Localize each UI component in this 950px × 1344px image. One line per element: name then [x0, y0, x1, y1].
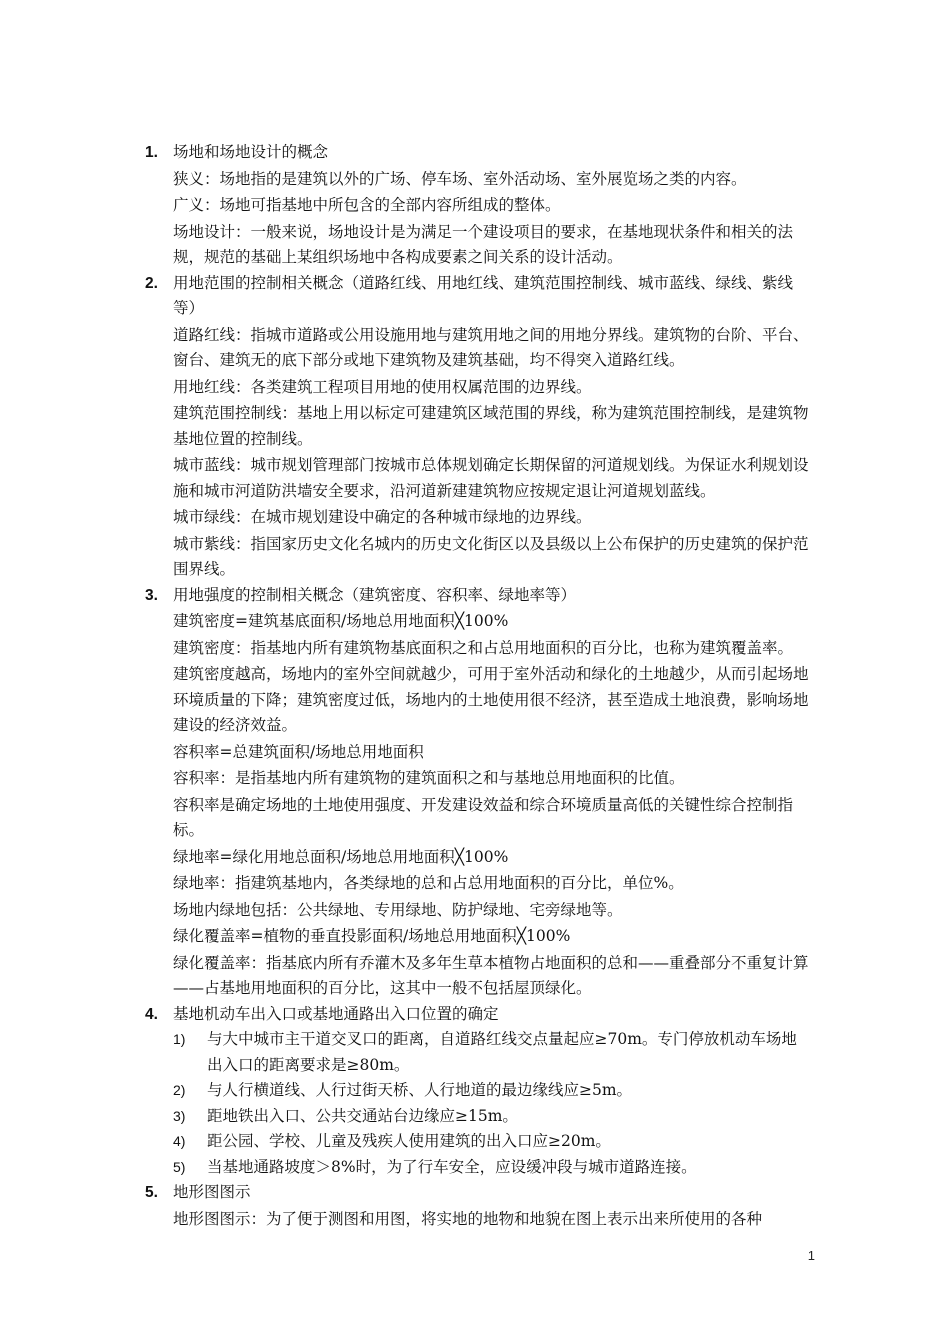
section-number: 1.: [145, 144, 158, 161]
list-item: [173, 1104, 810, 1130]
list-item: [173, 1155, 810, 1181]
paragraph: 狭义：场地指的是建筑以外的广场、停车场、室外活动场、室外展览场之类的内容。: [173, 169, 747, 188]
formula-green-coverage: 绿化覆盖率=植物的垂直投影面积/场地总用地面积╳100%: [173, 927, 571, 945]
paragraph: 场地内绿地包括：公共绿地、专用绿地、防护绿地、宅旁绿地等。: [173, 900, 623, 919]
paragraph: 广义：场地可指基地中所包含的全部内容所组成的整体。: [173, 196, 561, 214]
paragraph: 绿地率：指建筑基地内，各类绿地的总和占总用地面积的百分比，单位%。: [173, 874, 684, 892]
section-title: 基地机动车出入口或基地通路出入口位置的确定: [173, 1004, 499, 1023]
list-item: [173, 1129, 810, 1155]
section-number: 2.: [145, 274, 158, 292]
paragraph: 城市绿线：在城市规划建设中确定的各种城市绿地的边界线。: [173, 508, 592, 526]
list-item: [173, 1027, 810, 1078]
list-item-number: 5): [173, 1158, 186, 1175]
section-5: [145, 1180, 810, 1232]
list-item-number: 3): [173, 1107, 186, 1124]
section-2: [145, 271, 810, 583]
paragraph: 城市紫线：指国家历史文化名城内的历史文化街区以及县级以上公布保护的历史建筑的保护范围界线。: [173, 534, 809, 578]
numbered-list: [173, 1027, 810, 1180]
paragraph: 用地红线：各类建筑工程项目用地的使用权属范围的边界线。: [173, 377, 592, 396]
section-heading: [145, 1180, 810, 1206]
paragraph: 绿化覆盖率：指基底内所有乔灌木及多年生草本植物占地面积的总和——重叠部分不重复计算——占基地用地面积的百分比，这其中一般不包括屋顶绿化。: [173, 953, 809, 997]
section-1: [145, 140, 810, 271]
page-number: 1: [807, 1248, 815, 1263]
list-item-text: 距地铁出入口、公共交通站台边缘应≥15m。: [207, 1106, 518, 1125]
list-item-number: 2): [173, 1082, 186, 1098]
section-number: 5.: [145, 1184, 158, 1201]
section-title: 地形图图示: [173, 1183, 251, 1201]
section-3: [145, 583, 810, 1002]
list-item-number: 4): [173, 1133, 186, 1149]
paragraph: 城市蓝线：城市规划管理部门按城市总体规划确定长期保留的河道规划线。为保证水利规划设施和城市河道防洪墙安全要求，沿河道新建建筑物应按规定退让河道规划蓝线。: [173, 456, 809, 500]
formula-building-density: 建筑密度=建筑基底面积/场地总用地面积╳100%: [173, 612, 509, 630]
list-item-text: 与人行横道线、人行过街天桥、人行地道的最边缘线应≥5m。: [207, 1081, 633, 1099]
list-item-text: 距公园、学校、儿童及残疾人使用建筑的出入口应≥20m。: [207, 1132, 611, 1150]
document-body: [145, 140, 810, 1232]
paragraph: 容积率：是指基地内所有建筑物的建筑面积之和与基地总用地面积的比值。: [173, 769, 685, 787]
section-heading: [145, 583, 810, 609]
list-item-number: 1): [173, 1031, 186, 1047]
section-number: 4.: [145, 1005, 158, 1023]
formula-green-ratio: 绿地率=绿化用地总面积/场地总用地面积╳100%: [173, 847, 509, 866]
section-heading: [145, 1002, 810, 1028]
section-title: 场地和场地设计的概念: [173, 143, 329, 161]
section-4: [145, 1002, 810, 1181]
paragraph: 场地设计：一般来说，场地设计是为满足一个建设项目的要求，在基地现状条件和相关的法规，规范的基础上某组织场地中各构成要素之间关系的设计活动。: [173, 222, 794, 266]
paragraph: 道路红线：指城市道路或公用设施用地与建筑用地之间的用地分界线。建筑物的台阶、平台、窗台、建筑无的底下部分或地下建筑物及建筑基础，均不得突入道路红线。: [173, 325, 809, 369]
list-item-text: 与大中城市主干道交叉口的距离，自道路红线交点量起应≥70m。专门停放机动车场地出入口的距离要求是≥80m。: [207, 1030, 797, 1074]
paragraph: 建筑密度：指基地内所有建筑物基底面积之和占总用地面积的百分比，也称为建筑覆盖率。: [173, 638, 794, 657]
section-title: 用地强度的控制相关概念（建筑密度、容积率、绿地率等）: [173, 585, 577, 604]
section-heading: [145, 140, 810, 166]
section-title: 用地范围的控制相关概念（道路红线、用地红线、建筑范围控制线、城市蓝线、绿线、紫线等）: [173, 273, 794, 317]
paragraph: 容积率是确定场地的土地使用强度、开发建设效益和综合环境质量高低的关键性综合控制指标。: [173, 795, 794, 839]
formula-floor-area-ratio: 容积率=总建筑面积/场地总用地面积: [173, 742, 424, 761]
paragraph: 建筑范围控制线：基地上用以标定可建建筑区域范围的界线，称为建筑范围控制线，是建筑物基地位置的控制线。: [173, 404, 809, 448]
paragraph: 建筑密度越高，场地内的室外空间就越少，可用于室外活动和绿化的土地越少，从而引起场地环境质量的下降；建筑密度过低，场地内的土地使用很不经济，甚至造成土地浪费，影响场地建设的经济效益。: [173, 665, 809, 734]
list-item-text: 当基地通路坡度＞8%时，为了行车安全，应设缓冲段与城市道路连接。: [207, 1157, 697, 1176]
section-heading: [145, 271, 810, 322]
paragraph: 地形图图示：为了便于测图和用图，将实地的地物和地貌在图上表示出来所使用的各种: [173, 1209, 763, 1228]
list-item: [173, 1078, 810, 1104]
section-number: 3.: [145, 586, 158, 604]
